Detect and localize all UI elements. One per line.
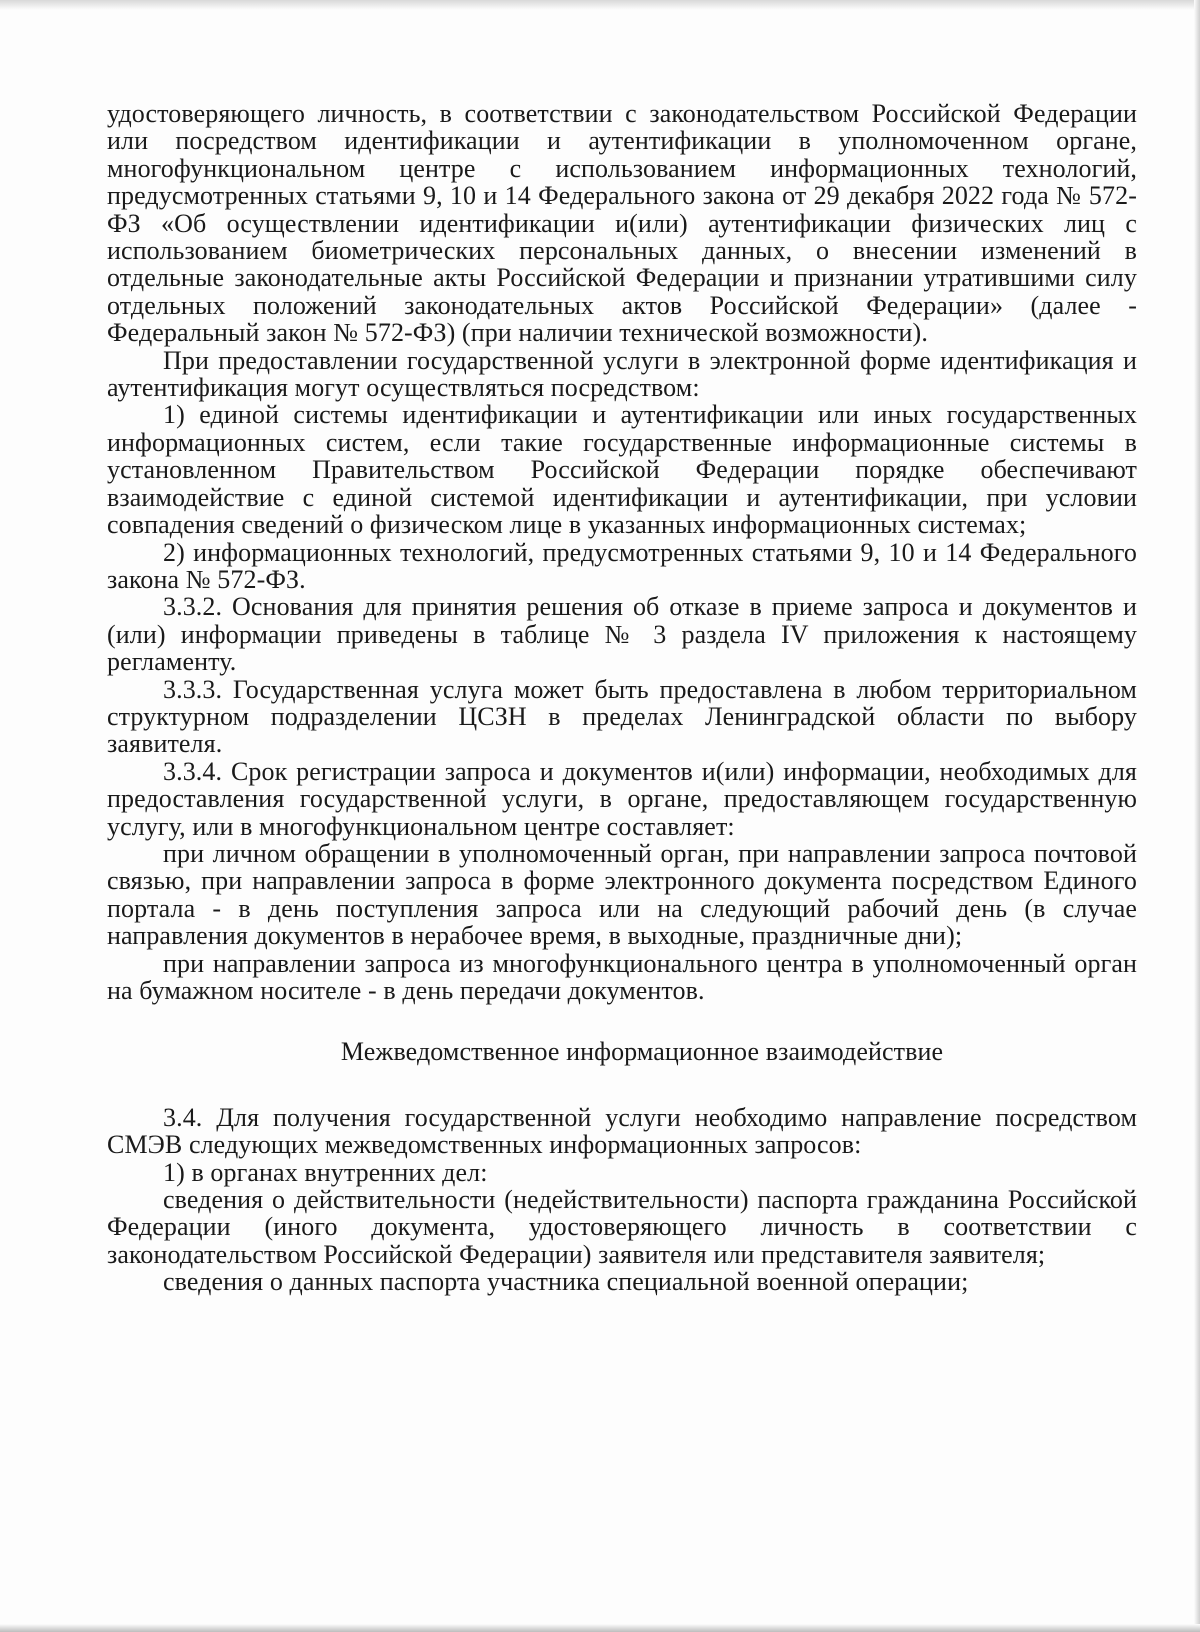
paragraph-identity-continuation: удостоверяющего личность, в соответствии с законодательством Российской Федерации или посредством идентификации и аутентификации в уполномоченном органе, многофункциональном центре с использованием информационных технологий, предусмотренных статьями 9, 10 и 14 Федерального закона от 29 декабря 2022 года № 572-ФЗ «Об осуществлении идентификации и(или) аутентификации физических лиц с использованием биометрических персональных данных, о внесении изменений в отдельные законодательные акты Российской Федерации и признании утратившими силу отдельных положений законодательных актов Российской Федерации» (далее - Федеральный закон № 572-ФЗ) (при наличии технической возможности). — [107, 99, 1137, 348]
list-item-2-information-technologies: 2) информационных технологий, предусмотренных статьями 9, 10 и 14 Федерального закона № 572-ФЗ. — [107, 537, 1137, 594]
paragraph-personal-application: при личном обращении в уполномоченный орган, при направлении запроса почтовой связью, при направлении запроса в форме электронного документа посредством Единого портала - в день поступления запроса или на следующий рабочий день (в случае направления документов в нерабочее время, в выходные, праздничные дни); — [107, 838, 1137, 951]
clause-3-3-2: 3.3.2. Основания для принятия решения об отказе в приеме запроса и документов и (или) информации приведены в таблице № 3 раздела IV приложения к настоящему регламенту. — [107, 592, 1137, 677]
list-item-internal-affairs: 1) в органах внутренних дел: — [163, 1157, 488, 1187]
list-item-1-unified-system: 1) единой системы идентификации и аутентификации или иных государственных информационных систем, если такие государственные информационные системы в установленном Правительством Российской Федерации порядке обеспечивают взаимодействие с единой системой идентификации и аутентификации, при условии совпадения сведений о физическом лице в указанных информационных системах; — [107, 400, 1137, 540]
clause-3-4: 3.4. Для получения государственной услуги необходимо направление посредством СМЭВ следующих межведомственных информационных запросов: — [107, 1102, 1137, 1160]
scan-edge-right — [1194, 0, 1200, 1632]
scan-edge-bottom — [0, 1624, 1200, 1632]
paragraph-electronic-identification: При предоставлении государственной услуги в электронной форме идентификация и аутентификация могут осуществляться посредством: — [107, 345, 1137, 403]
section-heading: Межведомственное информационное взаимодействие — [340, 1037, 944, 1067]
paragraph-passport-validity: сведения о действительности (недействительности) паспорта гражданина Российской Федерации (иного документа, удостоверяющего личность в соответствии с законодательством Российской Федерации) заявителя или представителя заявителя; — [107, 1185, 1137, 1269]
paragraph-svo-passport: сведения о данных паспорта участника специальной военной операции; — [163, 1267, 969, 1297]
document-body — [107, 100, 1137, 1296]
scan-edge-top — [0, 0, 1200, 10]
clause-3-3-4: 3.3.4. Срок регистрации запроса и документов и(или) информации, необходимых для предоставления государственной услуги, в органе, предоставляющем государственную услугу, или в многофункциональном центре составляет: — [107, 756, 1137, 841]
clause-3-3-3: 3.3.3. Государственная услуга может быть предоставлена в любом территориальном структурном подразделении ЦСЗН в пределах Ленинградской области по выбору заявителя. — [107, 674, 1137, 759]
paragraph-mfc-request: при направлении запроса из многофункционального центра в уполномоченный орган на бумажном носителе - в день передачи документов. — [107, 948, 1137, 1005]
